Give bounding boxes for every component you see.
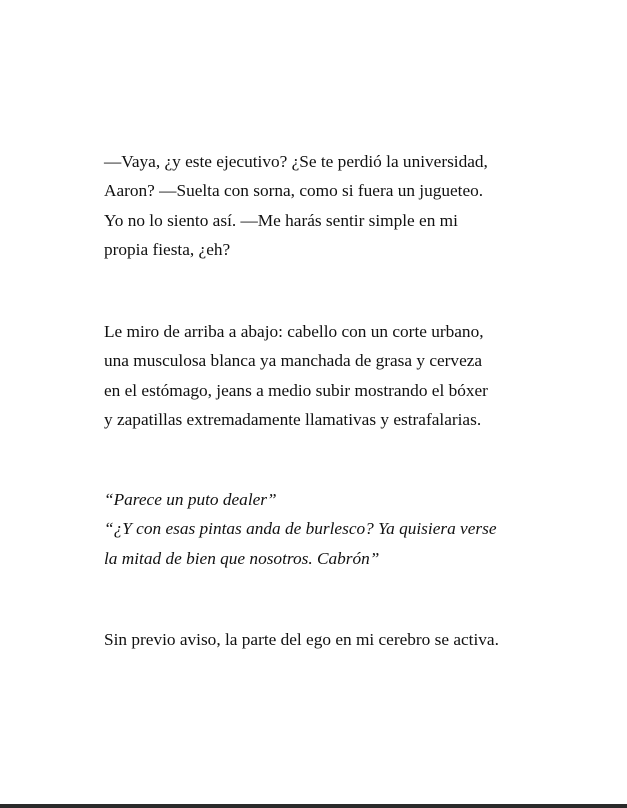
text-line: “¿Y con esas pintas anda de burlesco? Ya quisiera verse [104,519,497,539]
text-line: “Parece un puto dealer” [104,490,277,509]
text-line: Aaron? —Suelta con sorna, como si fuera un jugueteo. [104,181,484,201]
paragraph-dialogue-vaya [104,147,564,264]
text-line: —Vaya, ¿y este ejecutivo? ¿Se te perdió la universidad, [104,152,488,171]
text-line: Yo no lo siento así. —Me harás sentir simple en mi [104,210,458,230]
text-line: y zapatillas extremadamente llamativas y estrafalarias. [104,409,482,429]
text-line: Le miro de arriba a abajo: cabello con un corte urbano, [104,322,484,341]
text-line: propia fiesta, ¿eh? [104,239,231,259]
page-bottom-border [0,804,627,808]
text-line: en el estómago, jeans a medio subir mostrando el bóxer [104,380,488,400]
text-line: la mitad de bien que nosotros. Cabrón” [104,548,380,568]
paragraph-ego-activates [104,625,564,654]
text-line: una musculosa blanca ya manchada de grasa y cerveza [104,351,483,371]
paragraph-description [104,317,564,434]
text-line: Sin previo aviso, la parte del ego en mi cerebro se activa. [104,630,499,649]
paragraph-inner-thoughts [104,485,564,573]
